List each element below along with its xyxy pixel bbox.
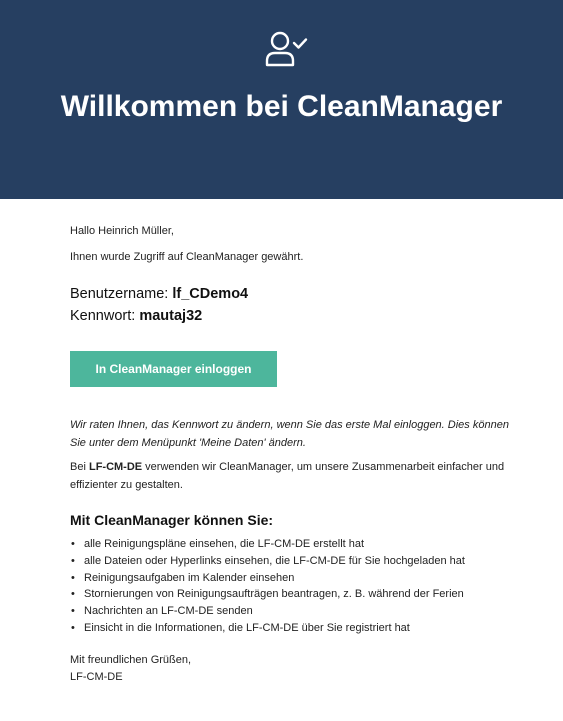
bullet-icon: • [71,621,75,634]
password-advice-text: Wir raten Ihnen, das Kennwort zu ändern, wenn Sie das erste Mal einloggen. Dies können Sie unter dem Menüpunkt 'Meine Daten' ändern. [70,419,509,449]
password-label: Kennwort: [70,308,140,324]
company-name: LF-CM-DE [88,461,143,473]
bullet-icon: • [71,571,75,584]
list-item [70,553,465,570]
feature-text: Reinigungsaufgaben im Kalender einsehen [84,571,295,584]
username-line [70,284,248,304]
access-text: Ihnen wurde Zugriff auf CleanManager gewährt. [70,251,304,263]
list-item [70,570,465,587]
feature-text: Nachrichten an LF-CM-DE senden [84,605,253,618]
list-item [70,586,465,603]
email-header [0,0,563,199]
bullet-icon: • [71,605,75,618]
feature-list [70,536,465,637]
closing-text: Mit freundlichen Grüßen, [70,654,192,666]
username-label: Benutzername: [70,286,173,302]
login-button[interactable]: In CleanManager einloggen [70,351,277,387]
company-suffix: verwenden wir CleanManager, um unsere Zusammenarbeit einfacher und effizienter zu gestalten. [70,461,505,491]
feature-text: alle Dateien oder Hyperlinks einsehen, die LF-CM-DE für Sie hochgeladen hat [84,554,465,567]
password-value: mautaj32 [139,308,203,324]
feature-text: Einsicht in die Informationen, die LF-CM-DE über Sie registriert hat [84,621,410,634]
greeting-text: Hallo Heinrich Müller, [70,225,174,237]
list-item [70,603,465,620]
user-check-icon [265,30,309,68]
list-item [70,620,465,637]
bullet-icon: • [71,538,75,550]
page-title: Willkommen bei CleanManager [60,90,503,123]
password-line [70,306,202,326]
bullet-icon: • [71,554,75,567]
feature-text: Stornierungen von Reinigungsaufträgen beantragen, z. B. während der Ferien [84,588,464,601]
username-value: lf_CDemo4 [172,286,249,302]
company-text [70,458,510,494]
sender-name: LF-CM-DE [70,671,123,683]
list-item [70,536,465,553]
company-prefix: Bei [70,461,89,473]
bullet-icon: • [71,588,75,601]
feature-text: alle Reinigungspläne einsehen, die LF-CM-DE erstellt hat [84,538,365,550]
features-heading: Mit CleanManager können Sie: [70,512,274,528]
